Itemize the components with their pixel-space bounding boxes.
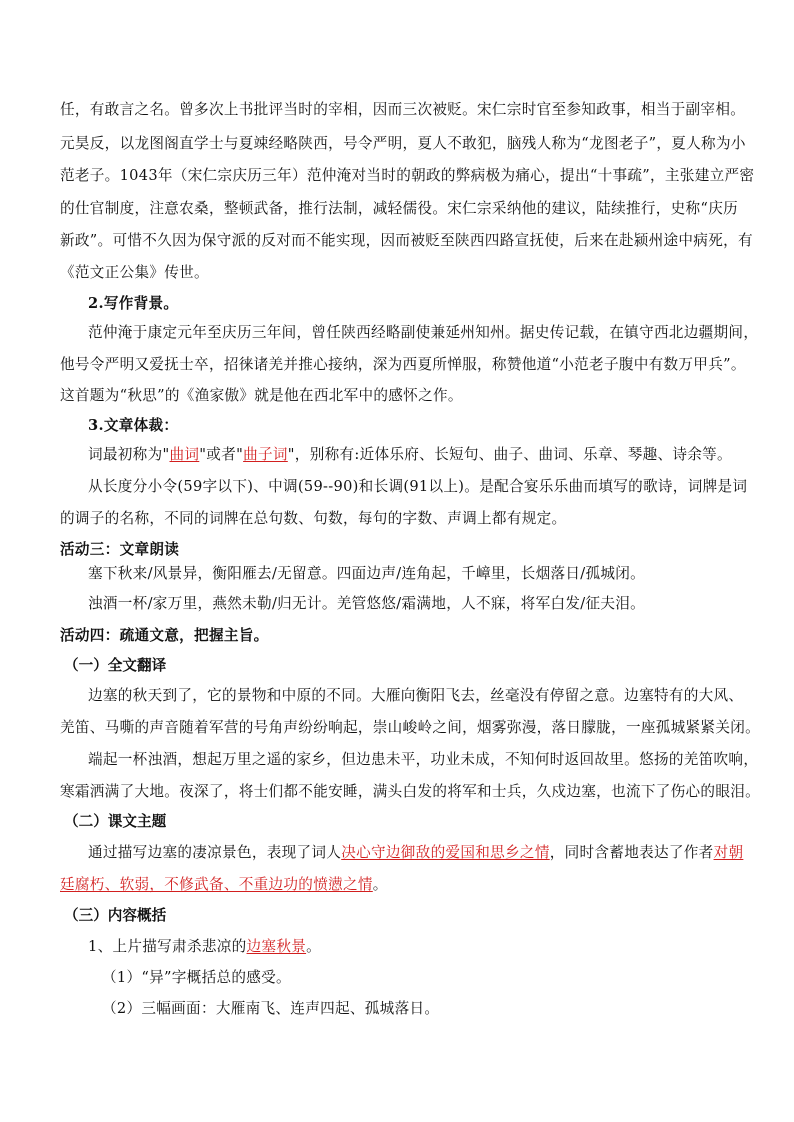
genre-text-b: "或者": [199, 446, 244, 463]
translation-line-2: 羌笛、马嘶的声音随着军营的号角声纷纷响起，崇山峻岭之间，烟雾弥漫，落日朦胧，一座孤城紧紧关闭。: [60, 719, 761, 736]
genre-text-c: "，别称有:近体乐府、长短句、曲子、曲词、乐章、琴趣、诗余等。: [287, 446, 732, 463]
summary-line-2: （1）“异”字概括总的感受。: [102, 969, 291, 986]
genre-line-2: 从长度分小令(59字以下)、中调(59--90)和长调(91以上)。是配合宴乐乐曲而填写的歌诗，词牌是词: [88, 478, 748, 495]
background-line-2: 他号令严明又爱抚士卒，招徕诸羌并推心接纳，深为西夏所惮服，称赞他道“小范老子腹中有数万甲兵”。: [60, 356, 746, 373]
theme-highlight-indignation-start: 对朝: [713, 844, 744, 861]
genre-text-a: 词最初称为": [88, 446, 170, 463]
summary-text-a: 1、上片描写肃杀悲凉的: [88, 938, 247, 955]
genre-line-3: 的调子的名称，不同的词牌在总句数、句数，每句的字数、声调上都有规定。: [60, 510, 567, 527]
translation-heading: （一）全文翻译: [64, 657, 167, 674]
theme-heading: （二）课文主题: [64, 813, 167, 830]
background-line-3: 这首题为“秋思”的《渔家傲》就是他在西北军中的感怀之作。: [60, 387, 463, 404]
bio-line-5: 新政”。可惜不久因为保守派的反对而不能实现，因而被贬至陕西四路宣抚使，后来在赴颍州途中病死，有: [60, 232, 753, 249]
bio-line-6: 《范文正公集》传世。: [60, 264, 209, 281]
translation-line-3: 端起一杯浊酒，想起万里之遥的家乡，但边患未平，功业未成，不知何时返回故里。悠扬的羌笛吹响，: [88, 751, 759, 768]
background-heading: 2.写作背景。: [88, 295, 179, 312]
genre-line-1: [88, 445, 736, 465]
theme-text-b: ，同时含蓄地表达了作者: [549, 844, 714, 861]
translation-line-1: 边塞的秋天到了，它的景物和中原的不同。大雁向衡阳飞去，丝毫没有停留之意。边塞特有的大风、: [88, 687, 744, 704]
bio-line-3: 范老子。1043年（宋仁宗庆历三年）范仲淹对当时的朝政的弊病极为痛心，提出“十事疏”，主张建立严密: [60, 167, 755, 184]
bio-line-4: 的仕官制度，注意农桑，整顿武备，推行法制，减轻儒役。宋仁宗采纳他的建议，陆续推行，史称“庆历: [60, 200, 738, 217]
theme-text-end: 。: [372, 876, 388, 893]
genre-heading: 3.文章体裁：: [88, 417, 179, 434]
summary-highlight-autumn: 边塞秋景: [246, 938, 307, 955]
summary-text-b: 。: [306, 938, 322, 955]
translation-line-4: 寒霜洒满了大地。夜深了，将士们都不能安睡，满头白发的将军和士兵，久戍边塞，也流下了伤心的眼泪。: [60, 783, 761, 800]
activity3-heading: 活动三：文章朗读: [60, 541, 180, 558]
summary-line-3: （2）三幅画面：大雁南飞、连声四起、孤城落日。: [102, 1000, 440, 1017]
summary-heading: （三）内容概括: [64, 907, 167, 924]
theme-line-2: [60, 875, 736, 895]
background-line-1: 范仲淹于康定元年至庆历三年间，曾任陕西经略副使兼延州知州。据史传记载，在镇守西北边疆期间，: [88, 324, 759, 341]
activity4-heading: 活动四：疏通文意，把握主旨。: [60, 627, 269, 644]
bio-line-1: 任，有敢言之名。曾多次上书批评当时的宰相，因而三次被贬。宋仁宗时官至参知政事，相当于副宰相。: [60, 101, 746, 118]
summary-line-1: [88, 937, 736, 957]
genre-term-quci: 曲词: [169, 446, 200, 463]
theme-line-1: [88, 843, 744, 863]
theme-highlight-patriotism: 决心守边御敌的爱国和思乡之情: [341, 844, 550, 861]
genre-term-quzici: 曲子词: [243, 446, 288, 463]
theme-highlight-indignation: 廷腐朽、软弱，不修武备、不重边功的愤懑之情: [60, 876, 373, 893]
activity3-line-1: 塞下秋来/风景异，衡阳雁去/无留意。四面边声/连角起，千嶂里，长烟落日/孤城闭。: [88, 565, 646, 582]
activity3-line-2: 浊酒一杯/家万里，燕然未勒/归无计。羌管悠悠/霜满地，人不寐，将军白发/征夫泪。: [88, 595, 646, 612]
bio-line-2: 元昊反，以龙图阁直学士与夏竦经略陕西，号令严明，夏人不敢犯，脑残人称为“龙图老子”，夏人称为小: [60, 135, 746, 152]
theme-text-a: 通过描写边塞的凄凉景色，表现了词人: [88, 844, 342, 861]
